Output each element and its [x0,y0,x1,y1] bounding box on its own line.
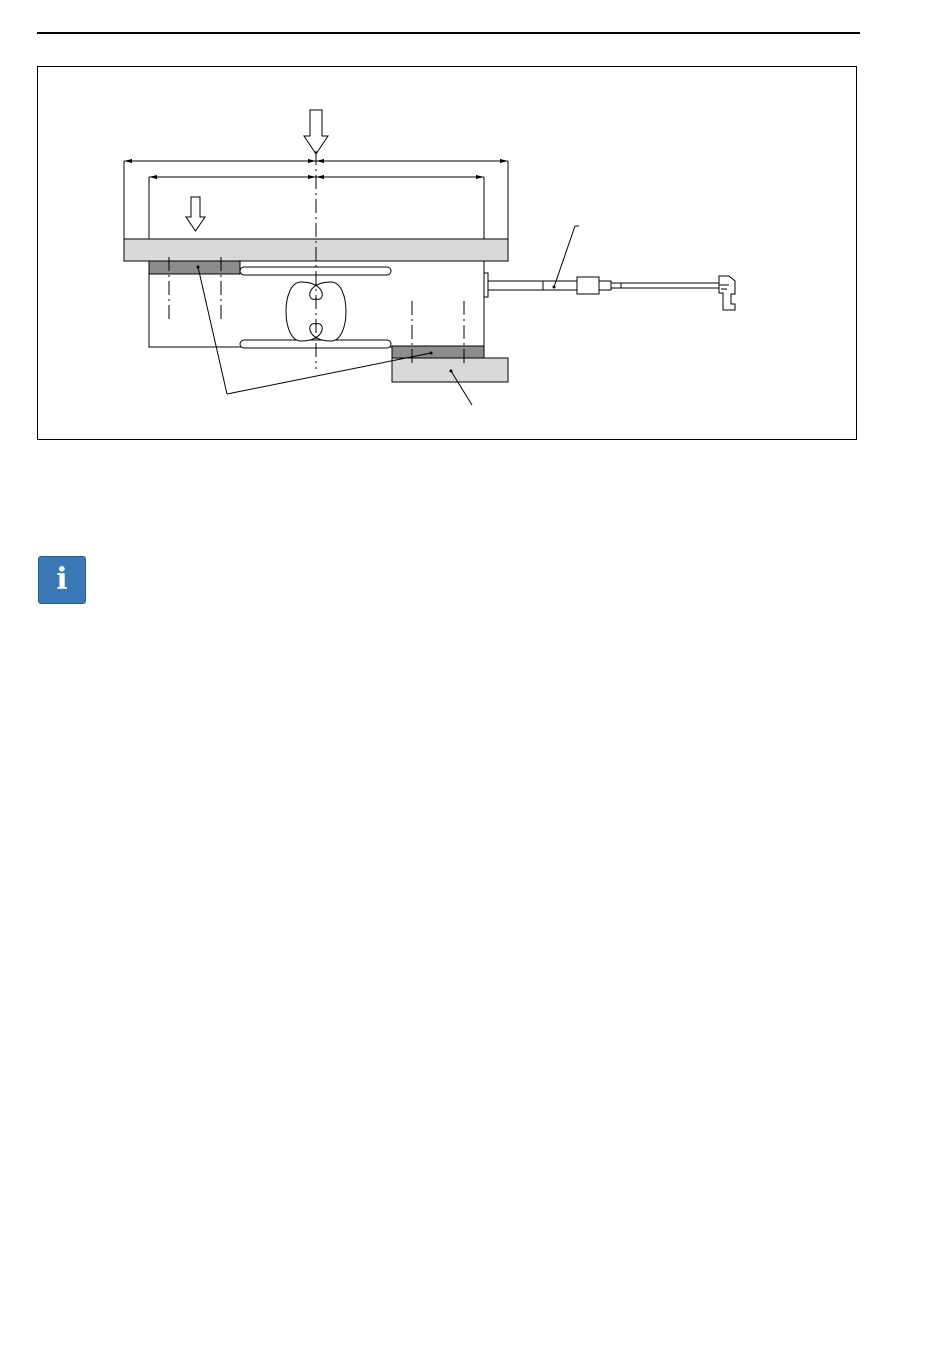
info-icon: i [38,556,86,604]
cable-terminal [719,276,735,310]
eccentric-load-arrow [186,197,205,231]
cable-assembly [484,273,735,310]
figure-frame [37,66,857,440]
main-load-arrow [304,110,328,154]
header-rule [37,32,860,34]
load-cell-drawing [38,67,858,441]
bottom-spacer [392,346,484,358]
top-spacer [149,261,240,274]
